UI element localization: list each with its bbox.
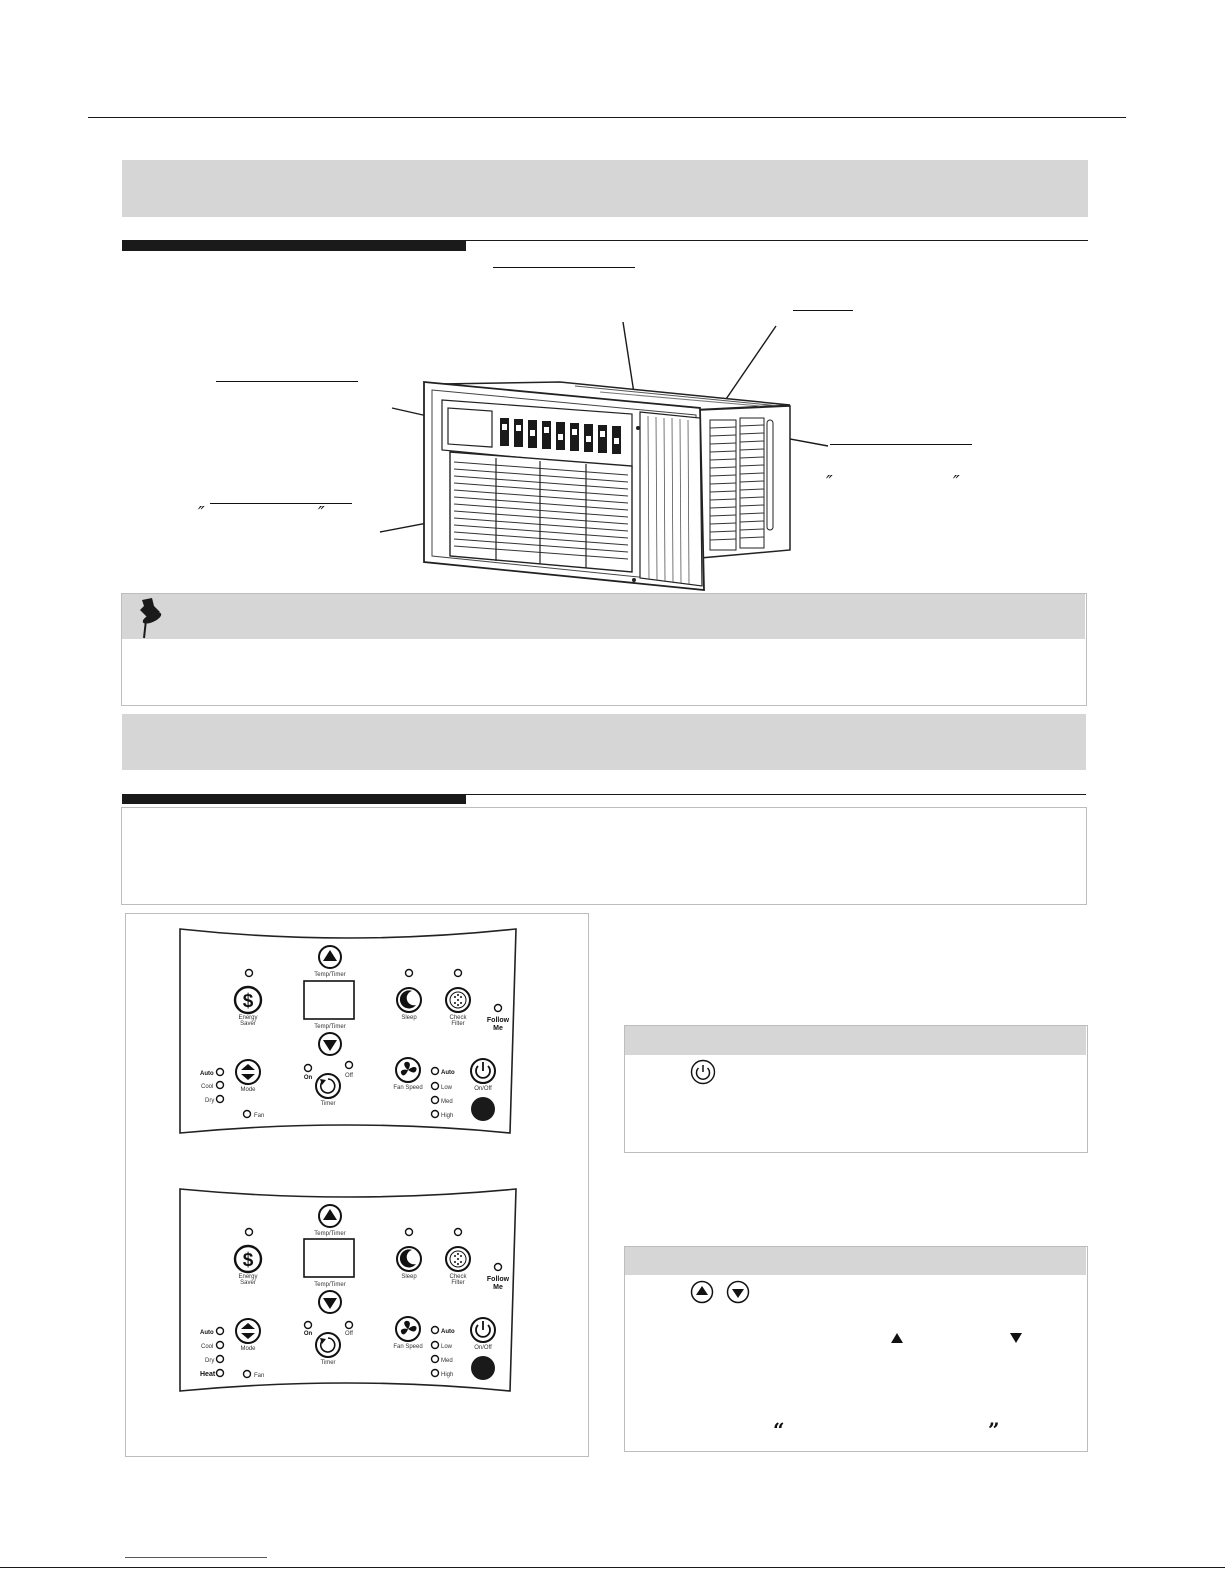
small-up-triangle-icon: [891, 1333, 903, 1343]
mode-led-label-cool: Cool: [201, 1344, 214, 1350]
fan-speed-led-label-auto: Auto: [441, 1070, 455, 1076]
follow-me-label: Me: [493, 1284, 503, 1291]
section-heading-line-2: [466, 794, 1086, 795]
temp-timer-caption-top: Temp/Timer: [314, 1231, 346, 1237]
remote-sensor: [471, 1356, 495, 1380]
energy-saver-button[interactable]: [235, 987, 261, 1013]
timer-label: Timer: [320, 1360, 336, 1366]
quote-mark: ″: [318, 503, 325, 524]
fan-speed-led-low: [432, 1083, 439, 1090]
power-button[interactable]: [471, 1318, 495, 1342]
timer-button[interactable]: [316, 1333, 340, 1357]
check-filter-label: Filter: [451, 1021, 465, 1027]
up-arrow-icon: [690, 1280, 714, 1304]
label-underline-right: [830, 444, 972, 445]
remote-sensor: [471, 1097, 495, 1121]
sleep-led: [406, 1229, 413, 1236]
text-box: [121, 807, 1087, 905]
mode-label: Mode: [240, 1087, 256, 1093]
mode-led-auto: [217, 1328, 224, 1335]
fan-mode-led-label: Fan: [254, 1113, 265, 1119]
mode-led-label-cool: Cool: [201, 1084, 214, 1090]
down-arrow-icon: [726, 1280, 750, 1304]
follow-me-label: Follow: [486, 1017, 510, 1024]
note-box: [121, 593, 1087, 706]
on-off-label: On/Off: [474, 1086, 492, 1092]
timer-on-led: [305, 1065, 312, 1072]
timer-off-led: [346, 1062, 353, 1069]
svg-text:$: $: [242, 1250, 254, 1271]
instruction-box-1: [624, 1025, 1088, 1153]
check-filter-label: Check: [449, 1274, 467, 1280]
check-filter-label: Filter: [451, 1280, 465, 1286]
on-off-label: On/Off: [474, 1345, 492, 1351]
fan-speed-led-auto: [432, 1068, 439, 1075]
up-arrow-icon[interactable]: [319, 1205, 341, 1227]
timer-on-label: On: [303, 1075, 313, 1081]
air-conditioner-illustration: [370, 300, 840, 595]
mode-led-auto: [217, 1069, 224, 1076]
fan-speed-led-med: [432, 1356, 439, 1363]
sleep-label: Sleep: [401, 1274, 417, 1280]
mode-led-label-dry: Dry: [205, 1358, 215, 1364]
open-quote-mark: “: [773, 1418, 785, 1442]
power-icon: [690, 1059, 716, 1085]
check-filter-button[interactable]: [446, 988, 470, 1012]
temp-timer-caption-bottom: Temp/Timer: [314, 1282, 346, 1288]
page-top-rule: [88, 117, 1126, 118]
down-arrow-icon[interactable]: [319, 1033, 341, 1055]
up-arrow-icon[interactable]: [319, 946, 341, 968]
mode-led-cool: [217, 1342, 224, 1349]
section-heading-bar-2: [122, 794, 466, 804]
energy-saver-label: Saver: [240, 1280, 256, 1286]
label-underline-control-panel: [216, 381, 358, 382]
check-filter-led: [455, 970, 462, 977]
temperature-display: [304, 1239, 354, 1277]
quote-mark: ″: [198, 503, 205, 524]
label-underline-title: [493, 267, 635, 268]
timer-label: Timer: [320, 1101, 336, 1107]
fan-speed-led-label-high: High: [441, 1372, 454, 1378]
timer-on-led: [305, 1322, 312, 1329]
mode-led-label-auto: Auto: [200, 1330, 214, 1336]
follow-me-led: [495, 1005, 502, 1012]
fan-speed-led-auto: [432, 1327, 439, 1334]
fan-mode-led: [244, 1111, 251, 1118]
mode-led-cool: [217, 1082, 224, 1089]
section-band-2: [122, 714, 1086, 770]
mode-led-label-heat: Heat: [200, 1371, 216, 1378]
mode-led-dry: [217, 1356, 224, 1363]
control-panel-1: [176, 925, 520, 1137]
fan-speed-led-label-high: High: [441, 1113, 454, 1119]
follow-me-led: [495, 1264, 502, 1271]
sleep-label: Sleep: [401, 1015, 417, 1021]
temp-timer-caption-bottom: Temp/Timer: [314, 1024, 346, 1030]
quote-mark: ″: [826, 472, 833, 493]
page-bottom-rule: [0, 1567, 1225, 1568]
fan-speed-led-high: [432, 1111, 439, 1118]
follow-me-label: Follow: [486, 1276, 510, 1283]
temp-timer-caption-top: Temp/Timer: [314, 972, 346, 978]
section-band-1: [122, 160, 1088, 217]
sleep-button[interactable]: [397, 1247, 421, 1271]
power-button[interactable]: [471, 1059, 495, 1083]
instruction-box-2: [624, 1246, 1088, 1452]
energy-saver-led: [246, 970, 253, 977]
control-panel-2: [176, 1185, 520, 1395]
down-arrow-icon[interactable]: [319, 1291, 341, 1313]
energy-saver-label: Saver: [240, 1021, 256, 1027]
timer-on-label: On: [303, 1331, 313, 1337]
mode-led-dry: [217, 1096, 224, 1103]
quote-mark: ″: [953, 472, 960, 493]
fan-speed-led-label-auto: Auto: [441, 1329, 455, 1335]
small-down-triangle-icon: [1010, 1333, 1022, 1343]
mode-button[interactable]: [236, 1319, 260, 1343]
fan-speed-led-label-med: Med: [441, 1099, 453, 1105]
close-quote-mark: ”: [988, 1418, 1000, 1442]
fan-speed-led-label-med: Med: [441, 1358, 453, 1364]
energy-saver-label: Energy: [238, 1015, 258, 1021]
temperature-display: [304, 981, 354, 1019]
follow-me-label: Me: [493, 1025, 503, 1032]
fan-speed-button[interactable]: [396, 1317, 420, 1341]
mode-button[interactable]: [236, 1060, 260, 1084]
sleep-button[interactable]: [397, 988, 421, 1012]
mode-label: Mode: [240, 1346, 256, 1352]
mode-led-label-auto: Auto: [200, 1071, 214, 1077]
fan-speed-led-high: [432, 1370, 439, 1377]
fan-speed-led-low: [432, 1342, 439, 1349]
timer-off-led: [346, 1322, 353, 1329]
energy-saver-label: Energy: [238, 1274, 258, 1280]
fan-speed-led-label-low: Low: [441, 1344, 453, 1350]
label-underline-left-grille: [210, 503, 352, 504]
check-filter-led: [455, 1229, 462, 1236]
check-filter-label: Check: [449, 1015, 467, 1021]
mode-led-label-dry: Dry: [205, 1098, 215, 1104]
energy-saver-led: [246, 1229, 253, 1236]
fan-mode-led-label: Fan: [254, 1373, 265, 1379]
fan-speed-led-label-low: Low: [441, 1085, 453, 1091]
timer-off-label: Off: [345, 1073, 353, 1079]
fan-speed-button[interactable]: [396, 1058, 420, 1082]
check-filter-button[interactable]: [446, 1247, 470, 1271]
fan-speed-label: Fan Speed: [393, 1344, 423, 1350]
timer-off-label: Off: [345, 1331, 353, 1337]
sleep-led: [406, 970, 413, 977]
section-heading-bar-1: [122, 240, 466, 251]
fan-speed-label: Fan Speed: [393, 1085, 423, 1091]
energy-saver-button[interactable]: [235, 1246, 261, 1272]
footer-link-underline[interactable]: [125, 1557, 267, 1558]
mode-led-heat: [217, 1370, 224, 1377]
fan-speed-led-med: [432, 1097, 439, 1104]
fan-mode-led: [244, 1371, 251, 1378]
timer-button[interactable]: [316, 1074, 340, 1098]
push-pin-icon: [134, 596, 166, 640]
svg-text:$: $: [242, 991, 254, 1012]
section-heading-line-1: [466, 240, 1088, 241]
